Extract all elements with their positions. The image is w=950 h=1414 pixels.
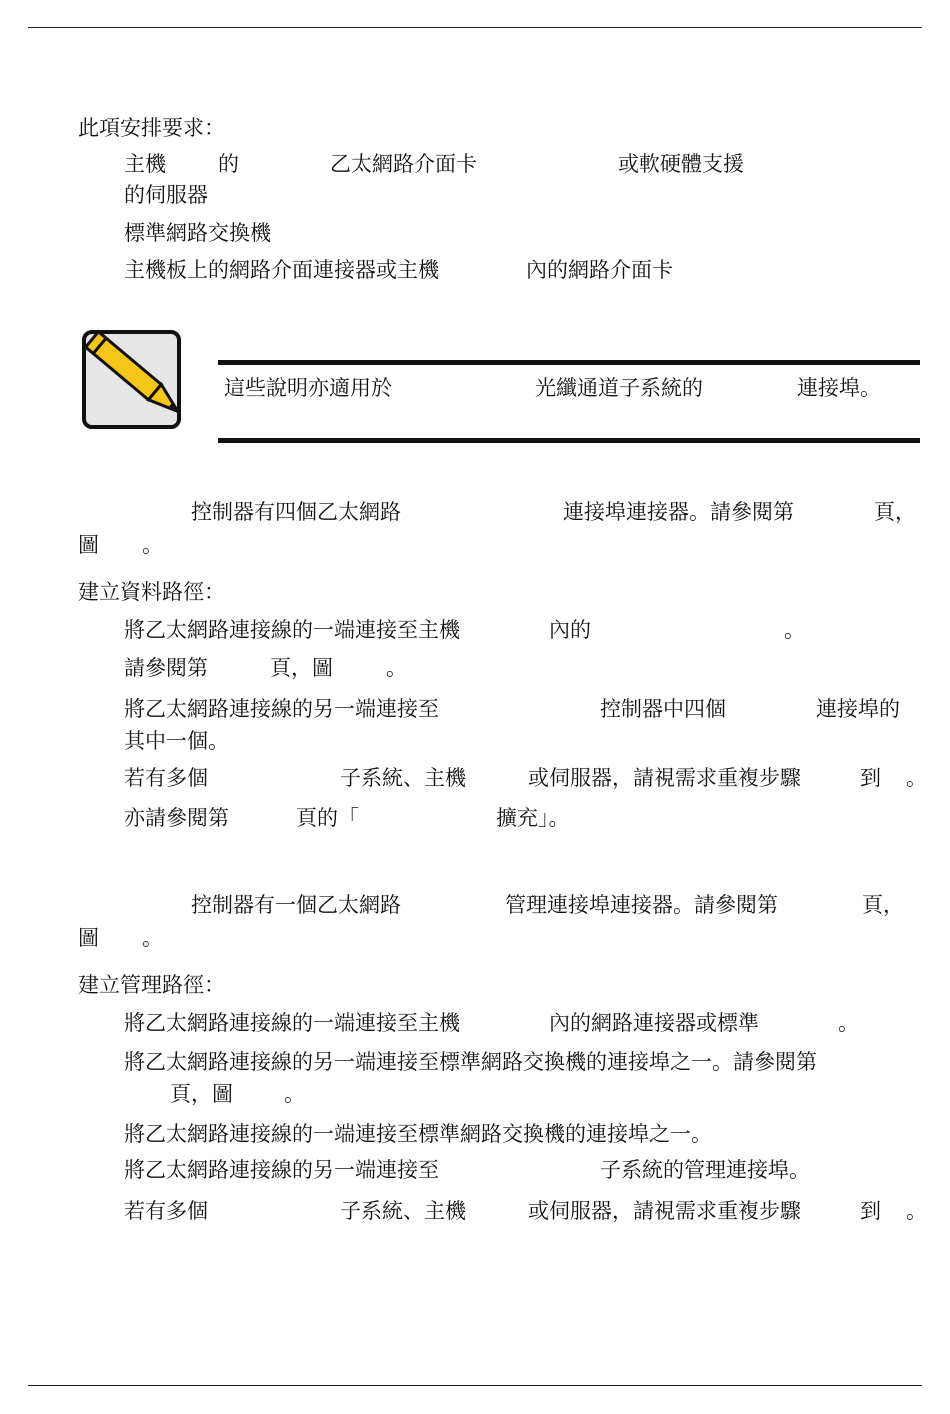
mgmt-step2-b: 頁，圖 — [170, 1082, 233, 1106]
data-intro-line2: 圖 — [78, 533, 99, 557]
data-step2-a: 請參閱第 — [124, 656, 208, 680]
data-intro-c: 頁， — [874, 500, 916, 524]
req-item1-b: 的 — [218, 152, 239, 176]
bottom-rule — [28, 1385, 922, 1386]
data-step3-b: 控制器中四個 — [600, 697, 726, 721]
req-item3-a: 主機板上的網路介面連接器或主機 — [124, 258, 439, 282]
mgmt-step1-c: 。 — [838, 1011, 859, 1035]
note-text-c: 連接埠。 — [797, 376, 881, 400]
top-rule — [28, 27, 922, 28]
data-step3-a: 將乙太網路連接線的另一端連接至 — [124, 697, 439, 721]
data-step5-b: 頁的「 — [296, 806, 359, 830]
mgmt-step2-c: 。 — [284, 1082, 305, 1106]
data-intro-b: 連接埠連接器。請參閱第 — [563, 500, 794, 524]
mgmt-step1-b: 內的網路連接器或標準 — [549, 1011, 759, 1035]
data-path-heading: 建立資料路徑： — [78, 580, 225, 604]
req-item2: 標準網路交換機 — [124, 221, 271, 245]
mgmt-step5-b: 子系統、主機 — [340, 1199, 466, 1223]
mgmt-intro-a: 控制器有一個乙太網路 — [191, 893, 401, 917]
note-text-b: 光纖通道子系統的 — [535, 376, 703, 400]
data-step4-c: 或伺服器，請視需求重複步驟 — [528, 766, 801, 790]
mgmt-path-heading: 建立管理路徑： — [78, 973, 225, 997]
note-top-bar — [218, 360, 920, 365]
mgmt-intro-line2-end: 。 — [142, 926, 163, 950]
pencil-icon — [76, 318, 196, 436]
mgmt-step5-e: 。 — [906, 1199, 927, 1223]
mgmt-step4-a: 將乙太網路連接線的另一端連接至 — [124, 1158, 439, 1182]
req-item1-c: 乙太網路介面卡 — [330, 152, 477, 176]
data-step1-a: 將乙太網路連接線的一端連接至主機 — [124, 618, 460, 642]
data-step4-a: 若有多個 — [124, 766, 208, 790]
data-step1-c: 。 — [784, 618, 805, 642]
mgmt-step5-d: 到 — [860, 1199, 881, 1223]
mgmt-step2-a: 將乙太網路連接線的另一端連接至標準網路交換機的連接埠之一。請參閱第 — [124, 1050, 817, 1074]
data-step4-d: 到 — [860, 766, 881, 790]
req-item1-a: 主機 — [124, 152, 166, 176]
mgmt-step5-a: 若有多個 — [124, 1199, 208, 1223]
data-step3-line2: 其中一個。 — [124, 729, 229, 753]
note-bottom-bar — [218, 438, 920, 443]
data-intro-a: 控制器有四個乙太網路 — [191, 500, 401, 524]
data-step5-a: 亦請參閱第 — [124, 806, 229, 830]
data-step4-b: 子系統、主機 — [340, 766, 466, 790]
data-step2-c: 。 — [386, 656, 407, 680]
note-text-a: 這些說明亦適用於 — [224, 376, 392, 400]
mgmt-step1-a: 將乙太網路連接線的一端連接至主機 — [124, 1011, 460, 1035]
req-item3-b: 內的網路介面卡 — [526, 258, 673, 282]
mgmt-intro-c: 頁， — [862, 893, 904, 917]
mgmt-step4-b: 子系統的管理連接埠。 — [600, 1158, 810, 1182]
data-intro-line2-end: 。 — [142, 533, 163, 557]
data-step1-b: 內的 — [549, 618, 591, 642]
mgmt-step5-c: 或伺服器，請視需求重複步驟 — [528, 1199, 801, 1223]
mgmt-step3: 將乙太網路連接線的一端連接至標準網路交換機的連接埠之一。 — [124, 1122, 712, 1146]
data-step2-b: 頁，圖 — [270, 656, 333, 680]
data-step3-c: 連接埠的 — [816, 697, 900, 721]
req-item1-d: 或軟硬體支援 — [618, 152, 744, 176]
req-item1-line2: 的伺服器 — [124, 183, 208, 207]
mgmt-intro-line2: 圖 — [78, 926, 99, 950]
requirements-heading: 此項安排要求： — [78, 116, 225, 140]
data-step5-c: 擴充」。 — [496, 806, 570, 830]
data-step4-e: 。 — [906, 766, 927, 790]
mgmt-intro-b: 管理連接埠連接器。請參閱第 — [505, 893, 778, 917]
